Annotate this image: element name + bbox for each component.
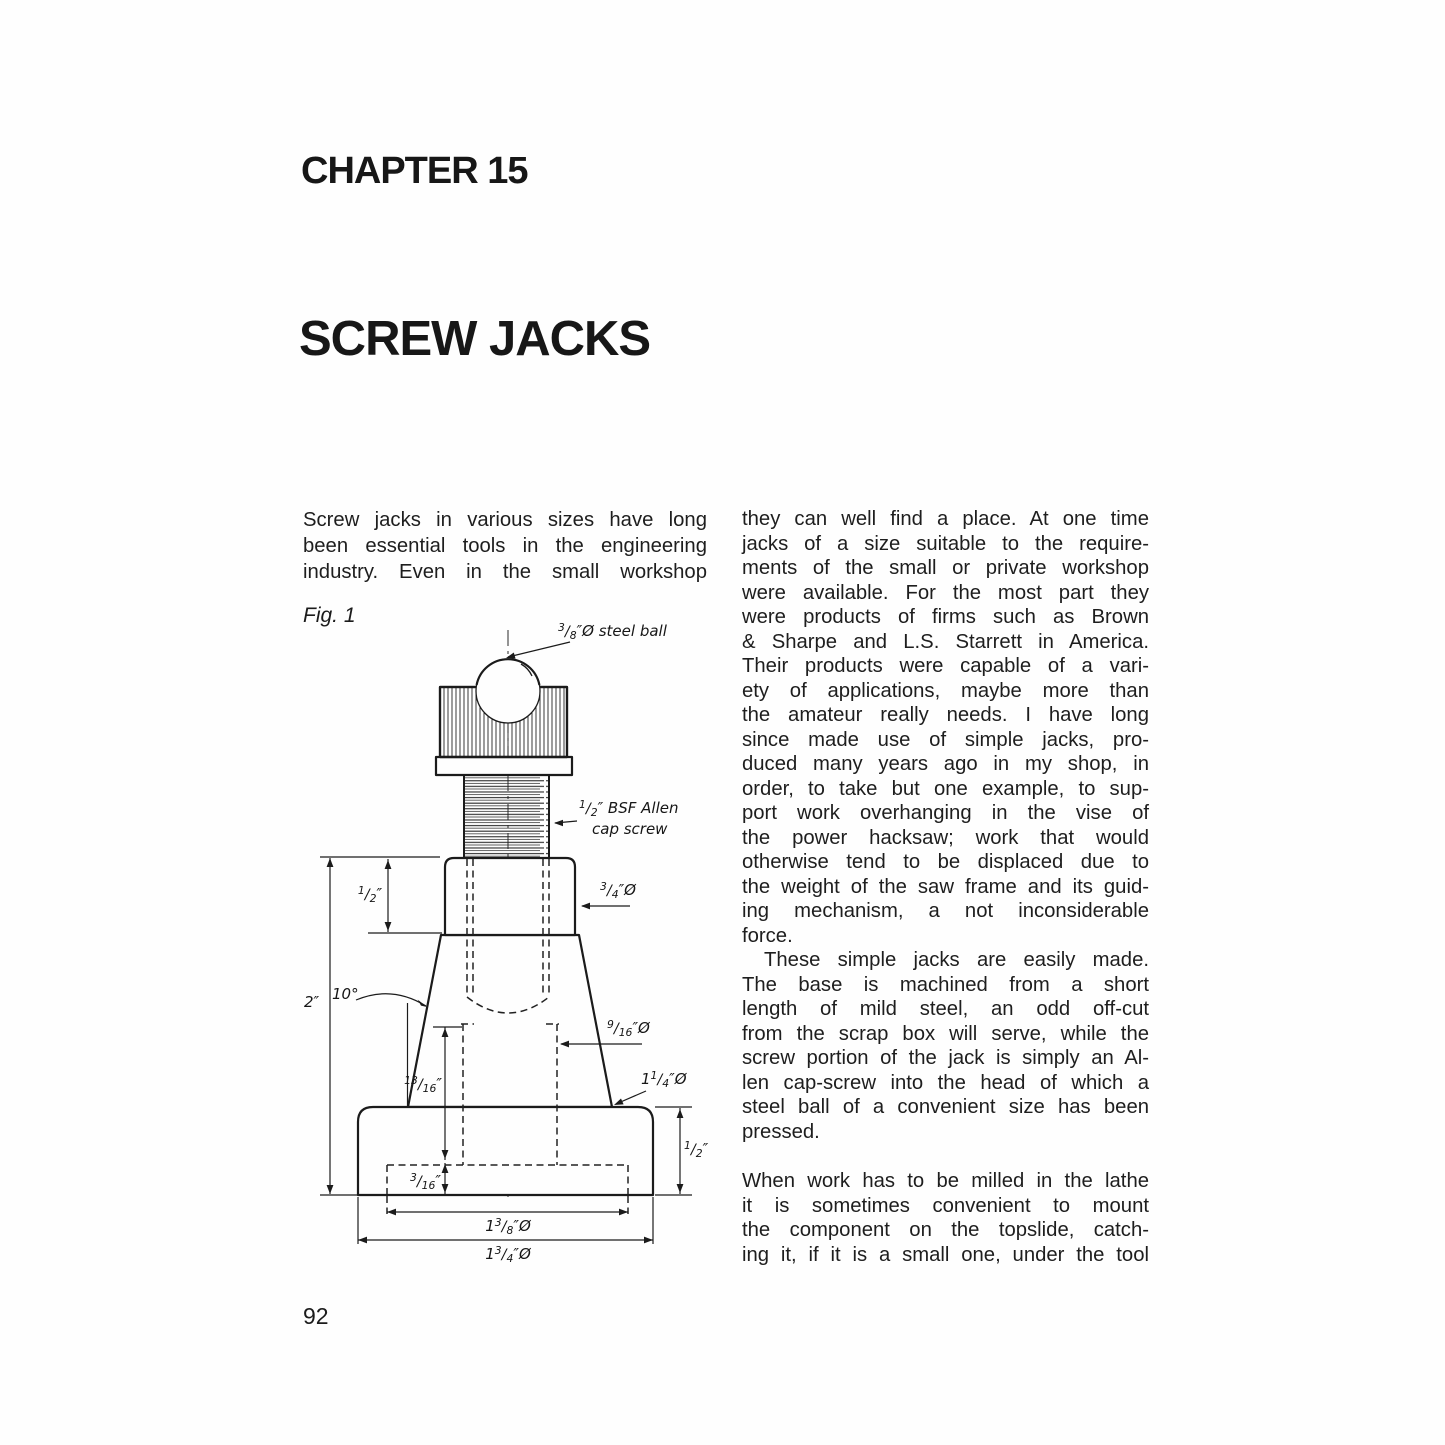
cap-rim [436, 757, 572, 775]
text-line: it is sometimes convenient to mount [742, 1194, 1149, 1217]
chapter-heading: CHAPTER 15 [301, 150, 528, 192]
page-number: 92 [303, 1303, 329, 1329]
label-top-diameter: $^3/_4''Ø$ [600, 880, 636, 901]
text-line: industry. Even in the small workshop [303, 561, 707, 583]
text-line: from the scrap box will serve, while the [742, 1022, 1149, 1045]
label-recess-depth: $^3/_{16}''$ [409, 1171, 441, 1192]
text-line: These simple jacks are easily made. [764, 949, 1149, 971]
figure-screw-jack-drawing [290, 600, 730, 1290]
jack-outline [358, 659, 653, 1195]
text-line: they can well find a place. At one time [742, 508, 1149, 530]
text-line: ing mechanism, a not inconsiderable [742, 900, 1149, 922]
label-base-height: $^1/_2''$ [684, 1139, 709, 1160]
threaded-stem [464, 776, 549, 857]
label-total-height: 2″ [304, 993, 320, 1011]
text-line: steel ball of a convenient size has been [742, 1096, 1149, 1118]
text-line: length of mild steel, an odd off-cut [742, 998, 1149, 1020]
text-column-left [303, 507, 707, 585]
page-title: SCREW JACKS [299, 312, 651, 366]
text-line: Screw jacks in various sizes have long [303, 509, 707, 531]
label-base-diameter: $1^3/_4''Ø$ [485, 1244, 531, 1265]
upper-cylinder [445, 858, 575, 935]
label-recess-diameter: $1^3/_8''Ø$ [485, 1216, 531, 1237]
text-line: len cap-screw into the head of which a [742, 1071, 1149, 1094]
text-line: otherwise tend to be displaced due to [742, 851, 1149, 873]
text-line: ety of applications, maybe more than [742, 679, 1149, 702]
label-taper-angle: 10° [332, 985, 359, 1003]
text-column-right [742, 507, 1149, 1267]
figure-caption: Fig. 1 [303, 604, 356, 627]
text-line: ing it, if it is a small one, under the tool [742, 1243, 1149, 1266]
base-flange [358, 1107, 653, 1195]
label-cone-base-diameter: $1^1/_4''Ø$ [641, 1069, 687, 1090]
label-cap-screw-line2: cap screw [592, 820, 668, 838]
text-line: pressed. [742, 1120, 820, 1143]
text-line: Their products were capable of a vari- [742, 655, 1149, 677]
text-line: force. [742, 924, 793, 947]
text-line: were products of firms such as Brown [742, 606, 1149, 628]
label-cap-screw-line1: $^1/_2''$ BSF Allen [579, 798, 679, 819]
text-line: When work has to be milled in the lathe [742, 1170, 1149, 1192]
text-line: jacks of a size suitable to the require- [742, 532, 1149, 555]
text-line: the component on the topslide, catch- [742, 1219, 1149, 1241]
label-top-height: $^1/_2''$ [357, 884, 383, 905]
text-line: the power hacksaw; work that would [742, 826, 1149, 849]
text-line: ments of the small or private workshop [742, 557, 1149, 579]
label-steel-ball: $^3/_8''Ø$ steel ball [558, 621, 667, 642]
label-bore-depth: $^{13}/_{16}''$ [404, 1074, 442, 1095]
text-line: the amateur really needs. I have long [742, 704, 1149, 726]
label-bore-diameter: $^9/_{16}''Ø$ [607, 1018, 650, 1039]
text-line: since made use of simple jacks, pro- [742, 728, 1149, 751]
text-line: order, to take but one example, to sup- [742, 777, 1149, 800]
text-line: port work overhanging in the vise of [742, 802, 1149, 824]
text-line: been essential tools in the engineering [303, 535, 707, 557]
text-line: & Sharpe and L.S. Starrett in America. [742, 630, 1149, 653]
text-line: duced many years ago in my shop, in [742, 753, 1149, 775]
text-line: The base is machined from a short [742, 973, 1149, 996]
text-line: were available. For the most part they [742, 581, 1149, 604]
text-line: screw portion of the jack is simply an Al- [742, 1047, 1149, 1069]
text-line: the weight of the saw frame and its guid- [742, 875, 1149, 898]
